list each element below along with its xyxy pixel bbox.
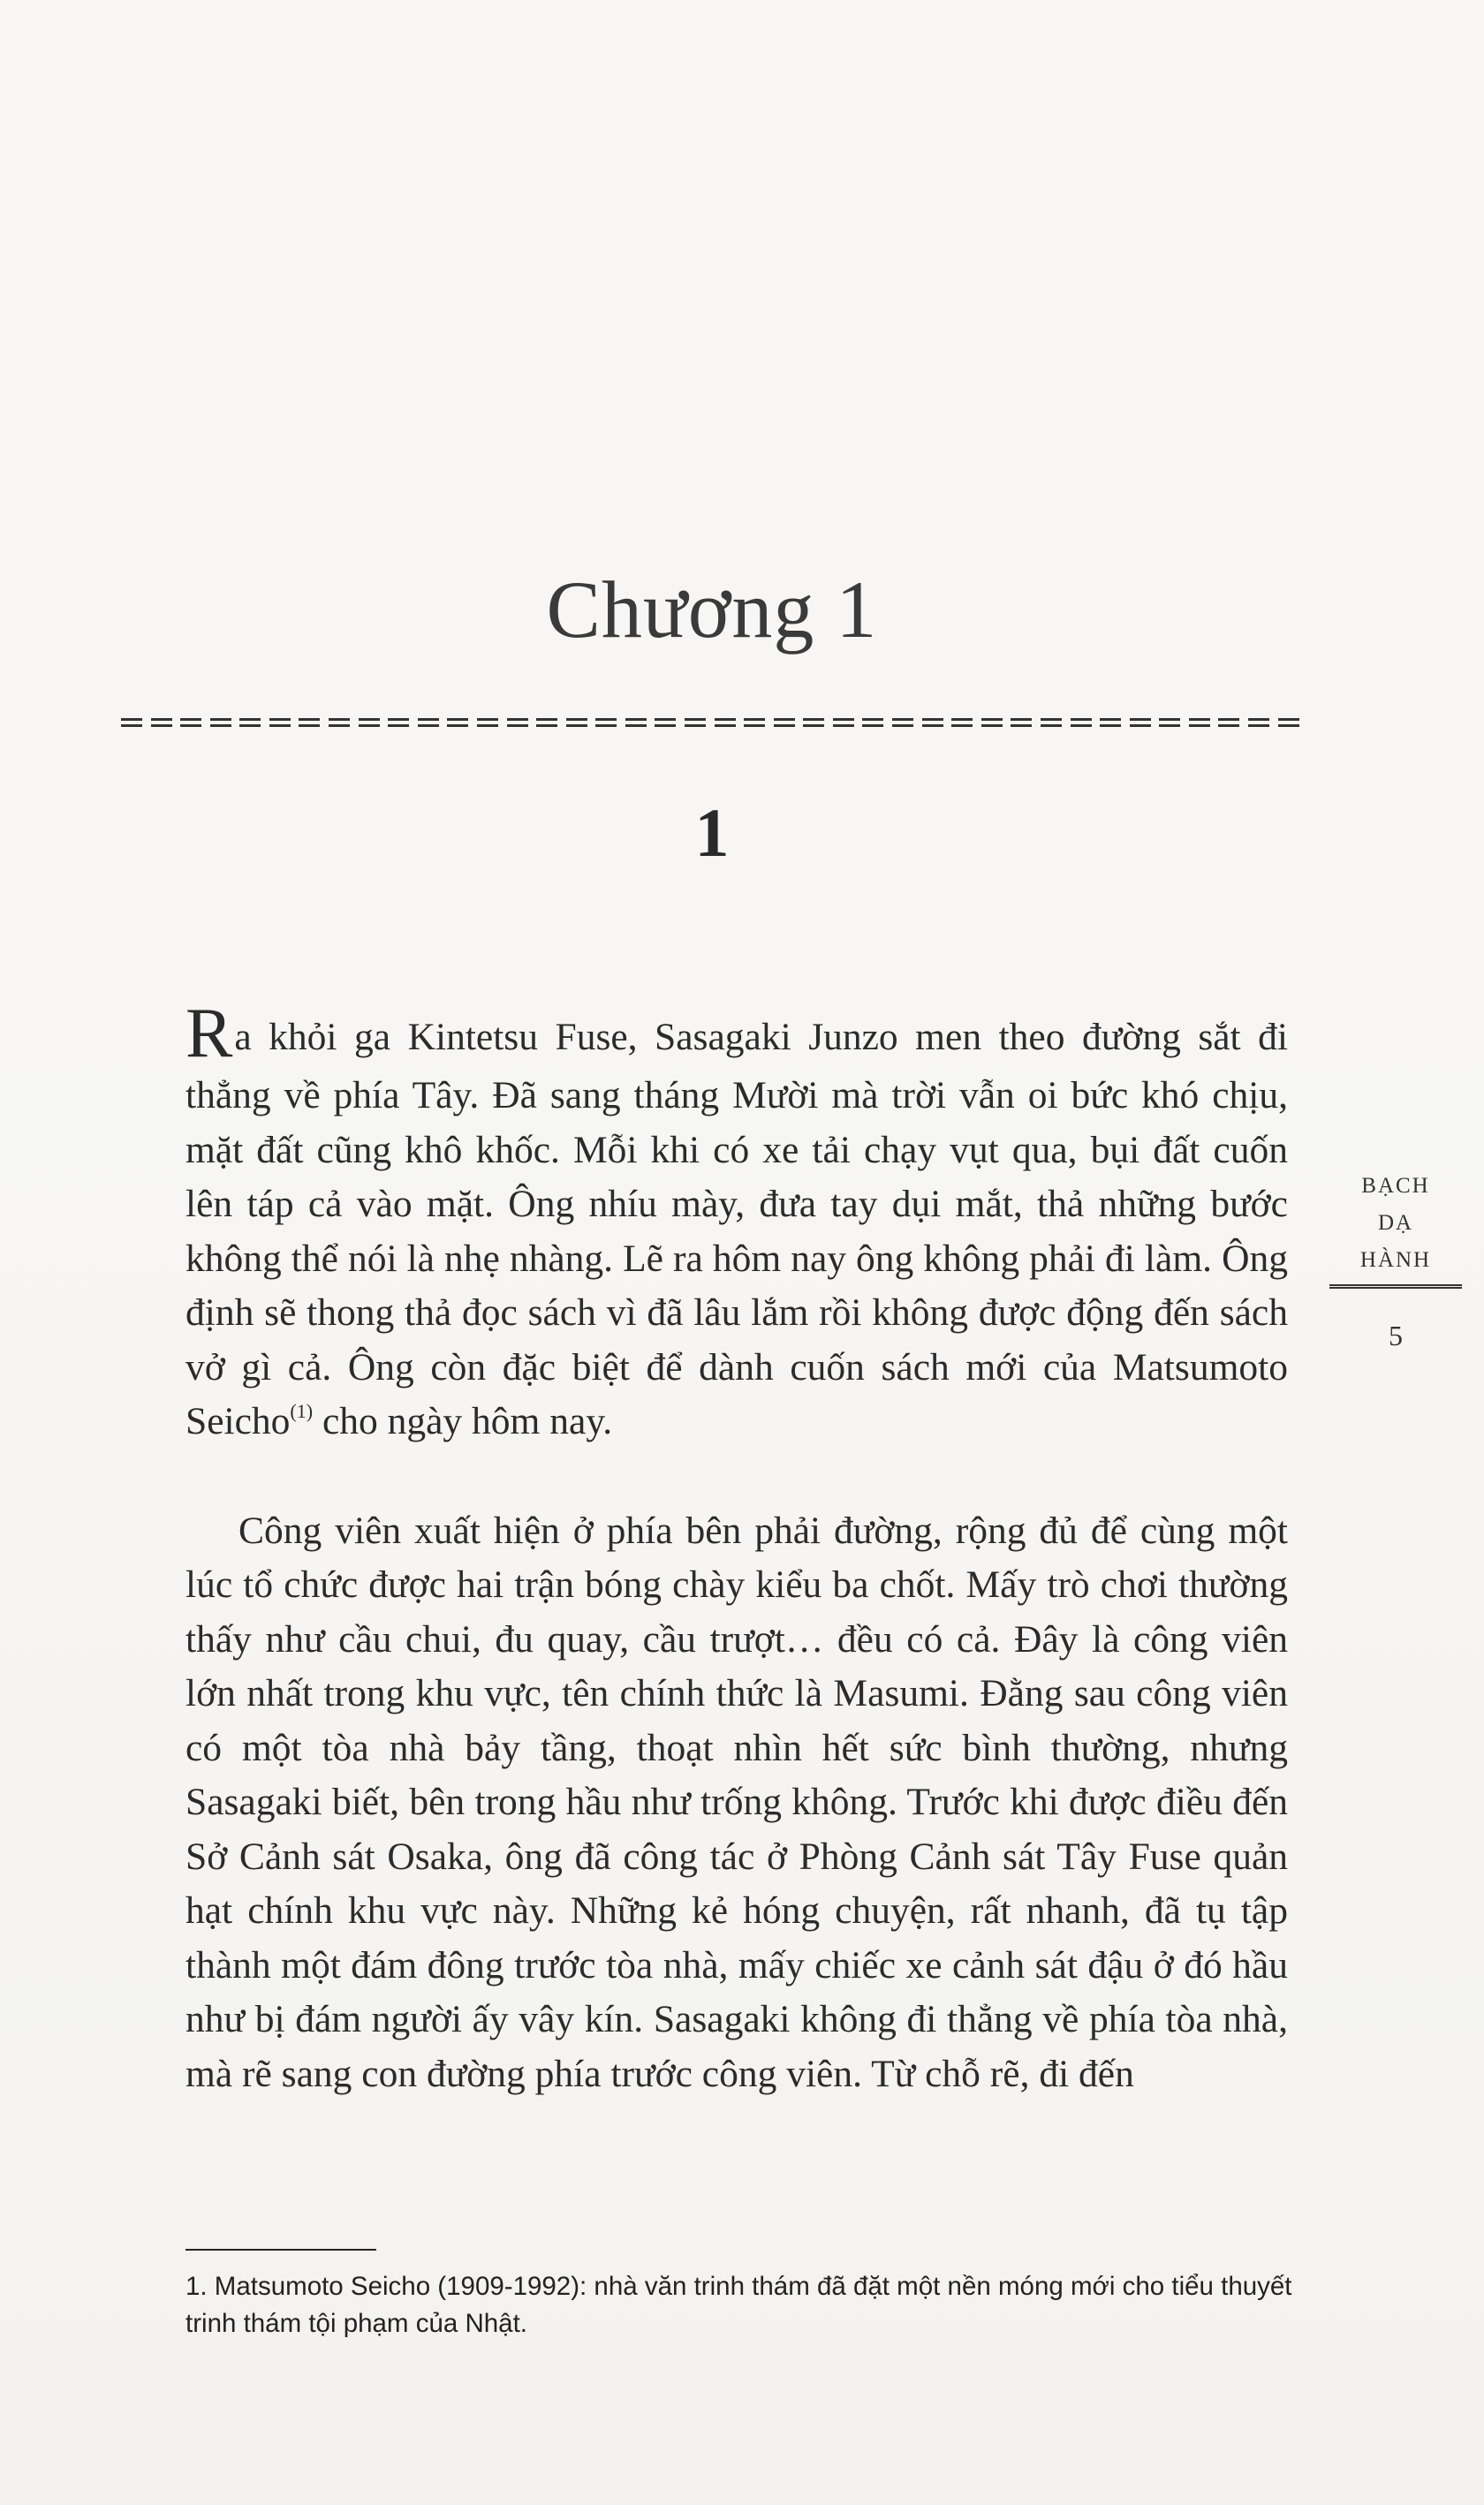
footnote: 1. Matsumoto Seicho (1909-1992): nhà văn trinh thám đã đặt một nền móng mới cho tiểu thuyết trinh thám tội phạm của Nhật. bbox=[186, 2272, 1292, 2338]
paragraph-1 bbox=[186, 995, 1288, 1449]
paragraph-2: Công viên xuất hiện ở phía bên phải đường, rộng đủ để cùng một lúc tổ chức được hai trận bóng chày kiểu ba chốt. Mấy trò chơi thường thấy như cầu chui, đu quay, cầu trượt… đều có cả. Đây là công viên lớn nhất trong khu vực, tên chính thức là Masumi. Đằng sau công viên có một tòa nhà bảy tầng, thoạt nhìn hết sức bình thường, nhưng Sasagaki biết, bên trong hầu như trống không. Trước khi được điều đến Sở Cảnh sát Osaka, ông đã công tác ở Phòng Cảnh sát Tây Fuse quản hạt chính khu vực này. Những kẻ hóng chuyện, rất nhanh, đã tụ tập thành một đám đông trước tòa nhà, mấy chiếc xe cảnh sát đậu ở đó hầu như bị đám người ấy vây kín. Sasagaki không đi thẳng về phía tòa nhà, mà rẽ sang con đường phía trước công viên. Từ chỗ rẽ, đi đến bbox=[186, 1509, 1288, 2095]
running-head-word: HÀNH bbox=[1359, 1248, 1432, 1272]
chapter-divider bbox=[121, 714, 1299, 731]
footnote-rule bbox=[186, 2249, 376, 2251]
paragraph-1-text: a khỏi ga Kintetsu Fuse, Sasagaki Junzo men theo đường sắt đi thẳng về phía Tây. Đã sang tháng Mười mà trời vẫn oi bức khó chịu, mặt đất cũng khô khốc. Mỗi khi có xe tải chạy vụt qua, bụi đất cuốn lên táp cả vào mặt. Ông nhíu mày, đưa tay dụi mắt, thả những bước không thể nói là nhẹ nhàng. Lẽ ra hôm nay ông không phải đi làm. Ông định sẽ thong thả đọc sách vì đã lâu lắm rồi không được động đến sách vở gì cả. Ông còn đặc biệt để dành cuốn sách mới của Matsumoto Seicho bbox=[186, 1016, 1288, 1442]
footnote-reference: (1) bbox=[290, 1400, 314, 1422]
page-number: 5 bbox=[1389, 1320, 1403, 1351]
body-text bbox=[186, 995, 1288, 2101]
paragraph-1-tail: cho ngày hôm nay. bbox=[313, 1400, 613, 1442]
running-head bbox=[1329, 1168, 1462, 1279]
section-number: 1 bbox=[694, 794, 730, 871]
running-head-word: BẠCH bbox=[1361, 1174, 1430, 1198]
chapter-title: Chương 1 bbox=[546, 564, 878, 655]
drop-cap: R bbox=[186, 995, 233, 1072]
running-head-word: DẠ bbox=[1377, 1211, 1414, 1235]
running-head-rule bbox=[1329, 1284, 1462, 1289]
